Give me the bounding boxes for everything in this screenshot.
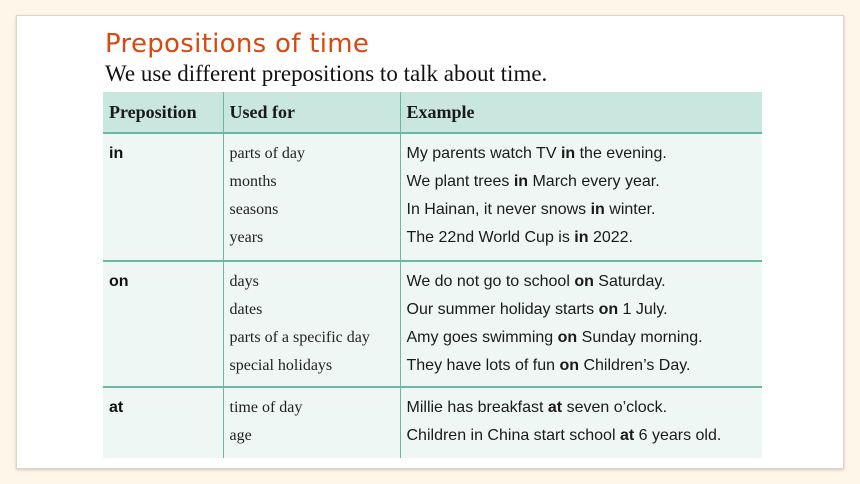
uses-cell (223, 133, 400, 261)
example-preposition: in (513, 173, 529, 190)
use-item: months (229, 173, 277, 190)
header-example: Example (400, 92, 762, 133)
use-item: time of day (229, 399, 303, 416)
example-preposition: in (590, 201, 605, 218)
example-sentence: We plant trees in March every year. (406, 173, 660, 190)
uses-cell (223, 387, 400, 458)
use-item: days (229, 273, 259, 290)
table-row-at (103, 387, 762, 458)
examples-cell (400, 387, 762, 458)
preposition-word: in (109, 145, 124, 162)
example-sentence: The 22nd World Cup is in 2022. (406, 229, 633, 246)
example-sentence: Our summer holiday starts on 1 July. (406, 301, 668, 318)
preposition-word: at (109, 399, 124, 416)
example-sentence: We do not go to school on Saturday. (406, 273, 666, 290)
examples-cell (400, 133, 762, 261)
use-item: seasons (229, 201, 279, 218)
use-item: dates (229, 301, 263, 318)
page-subtitle: We use different prepositions to talk about time. (105, 61, 548, 86)
preposition-cell (103, 261, 223, 387)
table-row-in (103, 133, 762, 261)
example-sentence: In Hainan, it never snows in winter. (406, 201, 656, 218)
example-sentence: Millie has breakfast at seven o’clock. (406, 399, 668, 416)
use-item: years (229, 229, 264, 246)
example-preposition: on (557, 329, 578, 346)
examples-cell (400, 261, 762, 387)
use-item: parts of day (229, 145, 306, 162)
example-preposition: at (619, 427, 635, 444)
header-used-for: Used for (223, 92, 400, 133)
header-preposition: Preposition (103, 92, 223, 133)
example-preposition: on (574, 273, 594, 290)
use-item: age (229, 427, 252, 444)
uses-cell (223, 261, 400, 387)
preposition-cell (103, 133, 223, 261)
example-sentence: My parents watch TV in the evening. (406, 145, 667, 162)
example-preposition: on (559, 357, 580, 374)
example-preposition: on (598, 301, 619, 318)
preposition-cell (103, 387, 223, 458)
example-preposition: in (560, 145, 576, 162)
use-item: special holidays (229, 357, 333, 374)
use-item: parts of a specific day (229, 329, 370, 346)
prepositions-table (103, 92, 762, 458)
preposition-word: on (109, 273, 129, 290)
example-preposition: in (574, 229, 589, 246)
table-row-on (103, 261, 762, 387)
table-header-row (103, 92, 762, 133)
example-sentence: They have lots of fun on Children’s Day. (406, 357, 691, 374)
example-sentence: Amy goes swimming on Sunday morning. (406, 329, 703, 346)
example-preposition: at (547, 399, 563, 416)
page-title: Prepositions of time (105, 29, 370, 59)
example-sentence: Children in China start school at 6 years old. (406, 427, 722, 444)
slide-frame (16, 15, 844, 469)
